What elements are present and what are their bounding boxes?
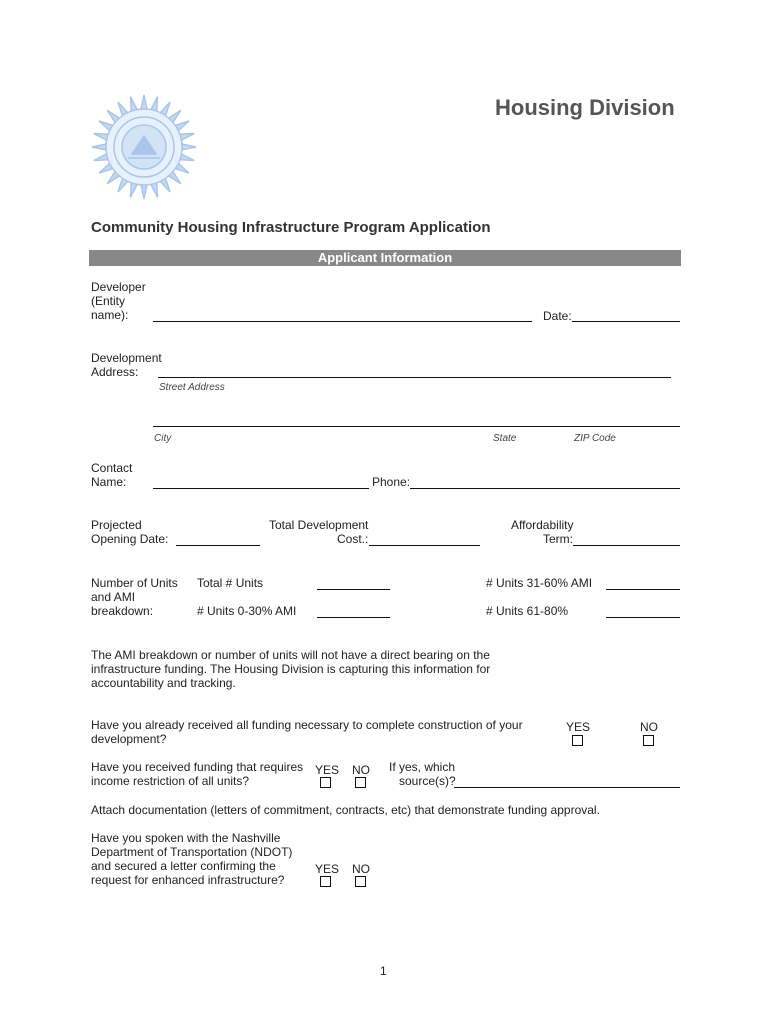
phone-field[interactable] <box>410 488 680 489</box>
total-dev-label-line2: Cost.: <box>337 532 369 546</box>
units-61-80-field[interactable] <box>606 617 680 618</box>
attach-documentation-text: Attach documentation (letters of commitment, contracts, etc) that demonstrate funding approval. <box>91 803 600 817</box>
ami-note-line1: The AMI breakdown or number of units will not have a direct bearing on the <box>91 648 490 662</box>
city-caption: City <box>154 433 172 444</box>
q2-yes-checkbox[interactable] <box>320 777 331 788</box>
street-address-caption: Street Address <box>159 382 225 393</box>
total-units-label: Total # Units <box>197 576 264 590</box>
program-title: Community Housing Infrastructure Program Application <box>91 219 491 236</box>
units-label-line3: breakdown: <box>91 604 154 618</box>
units-61-80-label: # Units 61-80% <box>486 604 569 618</box>
q3-yes-checkbox[interactable] <box>320 876 331 887</box>
developer-name-field[interactable] <box>153 321 532 322</box>
state-caption: State <box>493 433 517 444</box>
phone-label: Phone: <box>372 475 411 489</box>
q3-yes-label: YES <box>315 862 340 876</box>
affordability-label-line1: Affordability <box>511 518 574 532</box>
q2-ifyes-line2: source(s)? <box>399 774 456 788</box>
q2-yes-label: YES <box>315 763 340 777</box>
units-0-30-label: # Units 0-30% AMI <box>197 604 297 618</box>
date-field[interactable] <box>572 321 680 322</box>
q3-no-checkbox[interactable] <box>355 876 366 887</box>
total-units-field[interactable] <box>317 589 390 590</box>
opening-date-field[interactable] <box>176 545 260 546</box>
projected-label-line2: Opening Date: <box>91 532 169 546</box>
contact-name-field[interactable] <box>153 488 369 489</box>
q1-yes-label: YES <box>566 720 591 734</box>
contact-label-line2: Name: <box>91 475 127 489</box>
units-label-line1: Number of Units <box>91 576 178 590</box>
q1-line2: development? <box>91 732 167 746</box>
q1-line1: Have you already received all funding necessary to complete construction of your <box>91 718 523 732</box>
q1-no-label: NO <box>640 720 658 734</box>
projected-label-line1: Projected <box>91 518 142 532</box>
date-label: Date: <box>543 309 572 323</box>
address-label-line1: Development <box>91 351 162 365</box>
developer-label-line2: (Entity <box>91 294 126 308</box>
units-0-30-field[interactable] <box>317 617 390 618</box>
q3-line3: and secured a letter confirming the <box>91 859 276 873</box>
q2-no-label: NO <box>352 763 370 777</box>
city-seal-icon <box>88 92 200 202</box>
street-address-field[interactable] <box>158 377 671 378</box>
section-bar-applicant-information: Applicant Information <box>89 250 681 266</box>
division-title: Housing Division <box>495 95 675 120</box>
units-31-60-field[interactable] <box>606 589 680 590</box>
q3-line1: Have you spoken with the Nashville <box>91 831 281 845</box>
affordability-term-field[interactable] <box>573 545 680 546</box>
units-label-line2: and AMI <box>91 590 136 604</box>
zip-caption: ZIP Code <box>574 433 616 444</box>
q1-yes-checkbox[interactable] <box>572 735 583 746</box>
total-dev-cost-field[interactable] <box>369 545 480 546</box>
affordability-label-line2: Term: <box>543 532 573 546</box>
q2-line2: income restriction of all units? <box>91 774 250 788</box>
q3-line2: Department of Transportation (NDOT) <box>91 845 293 859</box>
address-label-line2: Address: <box>91 365 139 379</box>
total-dev-label-line1: Total Development <box>269 518 369 532</box>
ami-note-line3: accountability and tracking. <box>91 676 236 690</box>
q2-ifyes-line1: If yes, which <box>389 760 456 774</box>
contact-label-line1: Contact <box>91 461 133 475</box>
page-number: 1 <box>380 964 387 978</box>
ami-note-line2: infrastructure funding. The Housing Division is capturing this information for <box>91 662 491 676</box>
city-state-zip-field[interactable] <box>153 426 680 427</box>
developer-label-line1: Developer <box>91 280 146 294</box>
q2-no-checkbox[interactable] <box>355 777 366 788</box>
funding-sources-field[interactable] <box>454 787 680 788</box>
developer-label-line3: name): <box>91 308 129 322</box>
q2-line1: Have you received funding that requires <box>91 760 304 774</box>
q3-line4: request for enhanced infrastructure? <box>91 873 285 887</box>
q1-no-checkbox[interactable] <box>643 735 654 746</box>
units-31-60-label: # Units 31-60% AMI <box>486 576 593 590</box>
q3-no-label: NO <box>352 862 370 876</box>
